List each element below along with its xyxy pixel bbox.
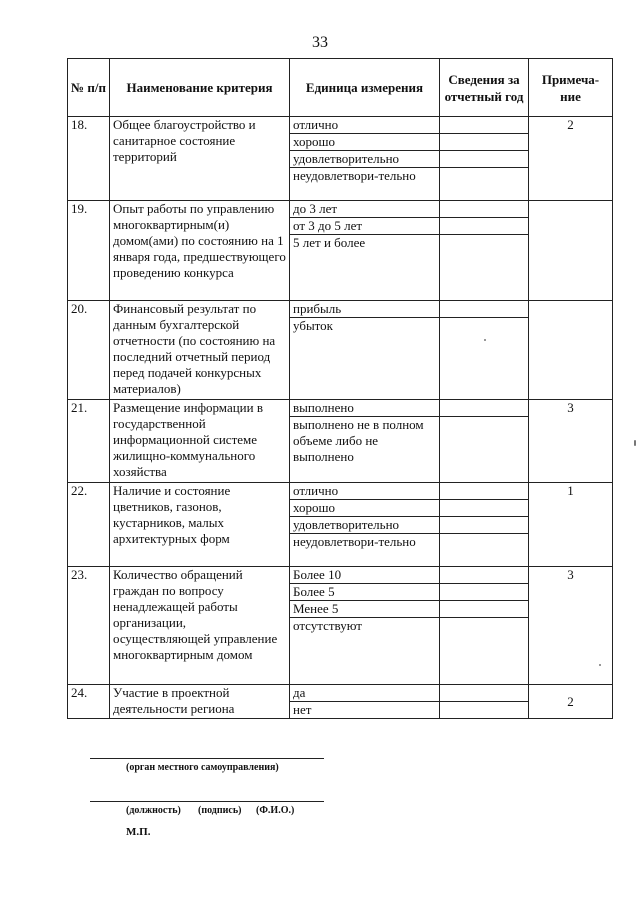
header-info: Сведения за отчетный год	[440, 59, 529, 117]
header-note: Примеча-ние	[529, 59, 613, 117]
scan-speck	[484, 339, 486, 341]
organ-signature-line	[90, 758, 324, 759]
reporting-year-value	[440, 618, 529, 685]
unit-row	[68, 483, 613, 500]
criterion-note: 2	[529, 685, 613, 719]
criterion-number: 24.	[68, 685, 110, 719]
reporting-year-value	[440, 318, 529, 400]
criterion-name: Участие в проектной деятельности региона	[110, 685, 290, 719]
criteria-table	[67, 58, 613, 719]
unit-option: неудовлетвори-тельно	[290, 534, 440, 567]
criterion-name: Наличие и состояние цветников, газонов, кустарников, малых архитектурных форм	[110, 483, 290, 567]
reporting-year-value	[440, 483, 529, 500]
unit-option: Менее 5	[290, 601, 440, 618]
criterion-number: 23.	[68, 567, 110, 685]
reporting-year-value	[440, 685, 529, 702]
criterion-name: Количество обращений граждан по вопросу ненадлежащей работы организации, осуществляющей управление многоквартирным домом	[110, 567, 290, 685]
reporting-year-value	[440, 702, 529, 719]
unit-option: от 3 до 5 лет	[290, 218, 440, 235]
reporting-year-value	[440, 201, 529, 218]
unit-option: 5 лет и более	[290, 235, 440, 301]
stamp-place-label: М.П.	[126, 826, 151, 838]
unit-option: отлично	[290, 483, 440, 500]
criterion-note: 3	[529, 567, 613, 685]
unit-option: выполнено	[290, 400, 440, 417]
header-num: № п/п	[68, 59, 110, 117]
unit-row	[68, 400, 613, 417]
unit-option: нет	[290, 702, 440, 719]
reporting-year-value	[440, 151, 529, 168]
reporting-year-value	[440, 517, 529, 534]
unit-option: неудовлетвори-тельно	[290, 168, 440, 201]
unit-row	[68, 117, 613, 134]
unit-option: убыток	[290, 318, 440, 400]
scan-speck	[599, 664, 601, 666]
criterion-note	[529, 201, 613, 301]
unit-option: Более 10	[290, 567, 440, 584]
criterion-number: 19.	[68, 201, 110, 301]
unit-option: удовлетворительно	[290, 151, 440, 168]
unit-option: прибыль	[290, 301, 440, 318]
unit-option: отлично	[290, 117, 440, 134]
organ-label: (орган местного самоуправления)	[126, 762, 279, 773]
criterion-note	[529, 301, 613, 400]
unit-option: да	[290, 685, 440, 702]
reporting-year-value	[440, 567, 529, 584]
criterion-number: 21.	[68, 400, 110, 483]
official-signature-line	[90, 801, 324, 802]
criterion-note: 1	[529, 483, 613, 567]
criterion-name: Финансовый результат по данным бухгалтерской отчетности (по состоянию на последний отчетный период перед подачей конкурсных материалов)	[110, 301, 290, 400]
reporting-year-value	[440, 400, 529, 417]
reporting-year-value	[440, 417, 529, 483]
reporting-year-value	[440, 534, 529, 567]
unit-row	[68, 685, 613, 702]
criterion-note: 3	[529, 400, 613, 483]
reporting-year-value	[440, 500, 529, 517]
unit-row	[68, 567, 613, 584]
unit-row	[68, 301, 613, 318]
criterion-name: Опыт работы по управлению многоквартирным(и) домом(ами) по состоянию на 1 января года, предшествующего проведению конкурса	[110, 201, 290, 301]
signature-label: (подпись)	[198, 805, 242, 816]
page-number: 33	[312, 34, 328, 51]
criterion-number: 20.	[68, 301, 110, 400]
reporting-year-value	[440, 117, 529, 134]
reporting-year-value	[440, 168, 529, 201]
unit-option: выполнено не в полном объеме либо не выполнено	[290, 417, 440, 483]
unit-option: отсутствуют	[290, 618, 440, 685]
unit-option: хорошо	[290, 500, 440, 517]
position-label: (должность)	[126, 805, 181, 816]
reporting-year-value	[440, 235, 529, 301]
unit-option: Более 5	[290, 584, 440, 601]
table-header-row	[68, 59, 613, 117]
unit-option: до 3 лет	[290, 201, 440, 218]
scan-speck	[634, 440, 636, 446]
criterion-number: 18.	[68, 117, 110, 201]
header-unit: Единица измерения	[290, 59, 440, 117]
criterion-note: 2	[529, 117, 613, 201]
criterion-number: 22.	[68, 483, 110, 567]
header-name: Наименование критерия	[110, 59, 290, 117]
reporting-year-value	[440, 218, 529, 235]
reporting-year-value	[440, 584, 529, 601]
reporting-year-value	[440, 134, 529, 151]
reporting-year-value	[440, 301, 529, 318]
criterion-name: Общее благоустройство и санитарное состояние территорий	[110, 117, 290, 201]
criterion-name: Размещение информации в государственной информационной системе жилищно-коммунального хозяйства	[110, 400, 290, 483]
unit-option: удовлетворительно	[290, 517, 440, 534]
unit-row	[68, 201, 613, 218]
reporting-year-value	[440, 601, 529, 618]
unit-option: хорошо	[290, 134, 440, 151]
fio-label: (Ф.И.О.)	[256, 805, 295, 816]
